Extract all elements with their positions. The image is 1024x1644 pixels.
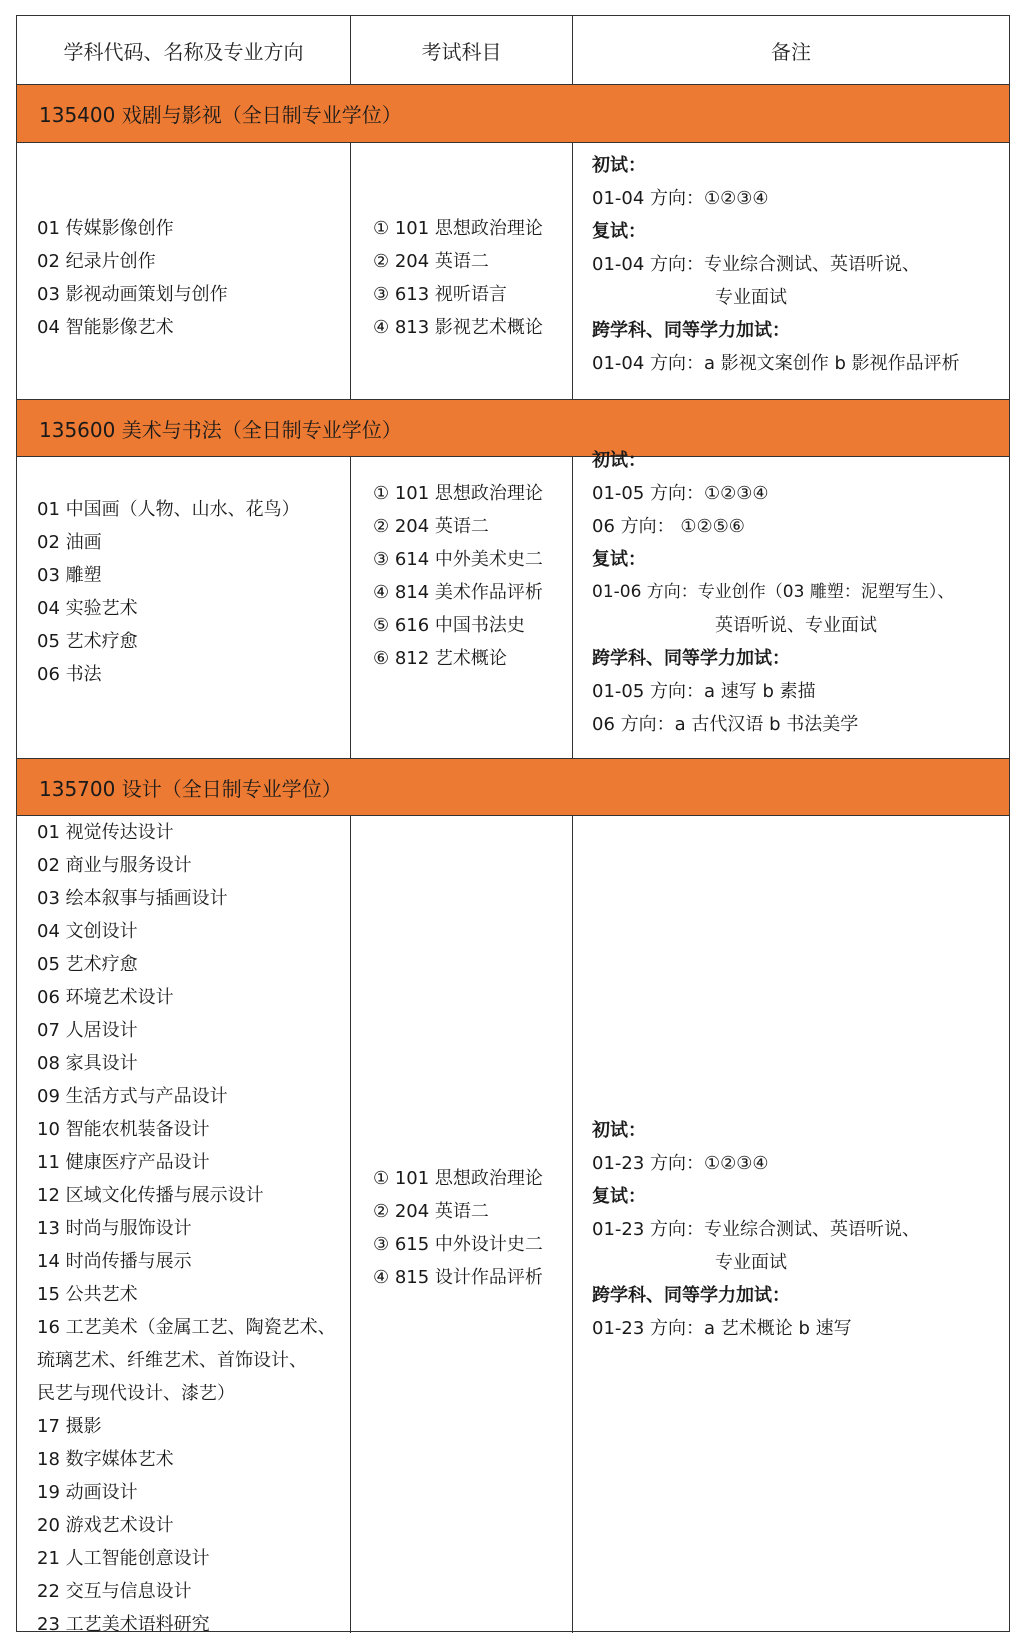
divider — [572, 143, 573, 399]
direction-item: 05 艺术疗愈 — [37, 954, 138, 975]
section-title: 135700 设计（全日制专业学位） — [17, 758, 1009, 816]
direction-item: 10 智能农机装备设计 — [37, 1119, 210, 1140]
header-subjects: 考试科目 — [421, 39, 502, 64]
subject-item: ④ 814 美术作品评析 — [373, 582, 543, 603]
subject-item: ⑤ 616 中国书法史 — [373, 615, 525, 636]
header-direction: 学科代码、名称及专业方向 — [63, 39, 304, 64]
direction-item: 02 纪录片创作 — [37, 251, 156, 272]
direction-item: 06 书法 — [37, 664, 102, 685]
subject-list — [373, 212, 543, 344]
direction-item: 22 交互与信息设计 — [37, 1581, 192, 1602]
divider — [350, 457, 351, 758]
direction-item: 01 视觉传达设计 — [37, 822, 174, 843]
note-heading: 跨学科、同等学力加试： — [592, 1285, 790, 1306]
subject-item: ③ 615 中外设计史二 — [373, 1234, 543, 1255]
note-line: 01-23 方向：①②③④ — [592, 1153, 769, 1174]
section-title: 135400 戏剧与影视（全日制专业学位） — [17, 84, 1009, 143]
direction-item: 12 区域文化传播与展示设计 — [37, 1185, 264, 1206]
note-heading: 跨学科、同等学力加试： — [592, 320, 790, 341]
direction-item: 18 数字媒体艺术 — [37, 1449, 174, 1470]
direction-item: 04 文创设计 — [37, 921, 138, 942]
note-heading: 初试： — [592, 155, 646, 176]
direction-list — [37, 493, 300, 691]
note-line: 英语听说、专业面试 — [715, 615, 877, 636]
direction-item: 02 油画 — [37, 532, 102, 553]
subject-item: ② 204 英语二 — [373, 516, 489, 537]
notes-block — [592, 444, 954, 741]
divider — [350, 16, 351, 84]
section-title: 135600 美术与书法（全日制专业学位） — [17, 399, 1009, 457]
direction-item: 03 绘本叙事与插画设计 — [37, 888, 228, 909]
note-line: 01-04 方向：①②③④ — [592, 188, 769, 209]
direction-item: 17 摄影 — [37, 1416, 102, 1437]
subject-item: ⑥ 812 艺术概论 — [373, 648, 507, 669]
note-line: 06 方向： ①②⑤⑥ — [592, 516, 745, 537]
direction-item: 01 传媒影像创作 — [37, 218, 174, 239]
header-notes: 备注 — [771, 39, 811, 64]
note-line: 01-05 方向：a 速写 b 素描 — [592, 681, 816, 702]
direction-item: 01 中国画（人物、山水、花鸟） — [37, 499, 300, 520]
direction-item: 琉璃艺术、纤维艺术、首饰设计、 — [37, 1350, 307, 1371]
note-line: 01-04 方向：a 影视文案创作 b 影视作品评析 — [592, 353, 960, 374]
subject-item: ① 101 思想政治理论 — [373, 483, 543, 504]
subject-item: ① 101 思想政治理论 — [373, 218, 543, 239]
subject-list — [373, 477, 543, 675]
direction-list — [37, 816, 336, 1641]
divider — [572, 16, 573, 84]
note-line: 06 方向：a 古代汉语 b 书法美学 — [592, 714, 859, 735]
divider — [350, 143, 351, 399]
divider — [572, 816, 573, 1633]
note-line: 专业面试 — [715, 1252, 787, 1273]
enrollment-table — [16, 15, 1010, 1635]
direction-item: 民艺与现代设计、漆艺） — [37, 1383, 235, 1404]
direction-list — [37, 212, 228, 344]
direction-item: 03 雕塑 — [37, 565, 102, 586]
subject-item: ③ 614 中外美术史二 — [373, 549, 543, 570]
direction-item: 21 人工智能创意设计 — [37, 1548, 210, 1569]
divider — [350, 816, 351, 1633]
direction-item: 20 游戏艺术设计 — [37, 1515, 174, 1536]
direction-item: 19 动画设计 — [37, 1482, 138, 1503]
direction-item: 02 商业与服务设计 — [37, 855, 192, 876]
subject-item: ② 204 英语二 — [373, 251, 489, 272]
note-heading: 复试： — [592, 1186, 646, 1207]
direction-item: 11 健康医疗产品设计 — [37, 1152, 210, 1173]
divider — [572, 457, 573, 758]
direction-item: 04 智能影像艺术 — [37, 317, 174, 338]
direction-item: 14 时尚传播与展示 — [37, 1251, 192, 1272]
direction-item: 08 家具设计 — [37, 1053, 138, 1074]
direction-item: 03 影视动画策划与创作 — [37, 284, 228, 305]
note-line: 01-05 方向：①②③④ — [592, 483, 769, 504]
subject-item: ④ 813 影视艺术概论 — [373, 317, 543, 338]
subject-item: ③ 613 视听语言 — [373, 284, 507, 305]
note-line: 专业面试 — [715, 287, 787, 308]
note-heading: 初试： — [592, 1120, 646, 1141]
direction-item: 16 工艺美术（金属工艺、陶瓷艺术、 — [37, 1317, 336, 1338]
subject-list — [373, 1162, 543, 1294]
subject-item: ① 101 思想政治理论 — [373, 1168, 543, 1189]
note-heading: 复试： — [592, 221, 646, 242]
note-line: 01-06 方向：专业创作（03 雕塑：泥塑写生）、 — [592, 582, 955, 602]
note-heading: 初试： — [592, 450, 646, 471]
notes-block — [592, 149, 960, 380]
notes-block — [592, 1114, 920, 1345]
note-line: 01-04 方向：专业综合测试、英语听说、 — [592, 254, 921, 275]
direction-item: 06 环境艺术设计 — [37, 987, 174, 1008]
subject-item: ④ 815 设计作品评析 — [373, 1267, 543, 1288]
direction-item: 23 工艺美术语料研究 — [37, 1614, 210, 1635]
note-heading: 跨学科、同等学力加试： — [592, 648, 790, 669]
note-heading: 复试： — [592, 549, 646, 570]
note-line: 01-23 方向：a 艺术概论 b 速写 — [592, 1318, 852, 1339]
direction-item: 15 公共艺术 — [37, 1284, 138, 1305]
direction-item: 13 时尚与服饰设计 — [37, 1218, 192, 1239]
note-line: 01-23 方向：专业综合测试、英语听说、 — [592, 1219, 921, 1240]
direction-item: 07 人居设计 — [37, 1020, 138, 1041]
subject-item: ② 204 英语二 — [373, 1201, 489, 1222]
direction-item: 05 艺术疗愈 — [37, 631, 138, 652]
direction-item: 09 生活方式与产品设计 — [37, 1086, 228, 1107]
direction-item: 04 实验艺术 — [37, 598, 138, 619]
